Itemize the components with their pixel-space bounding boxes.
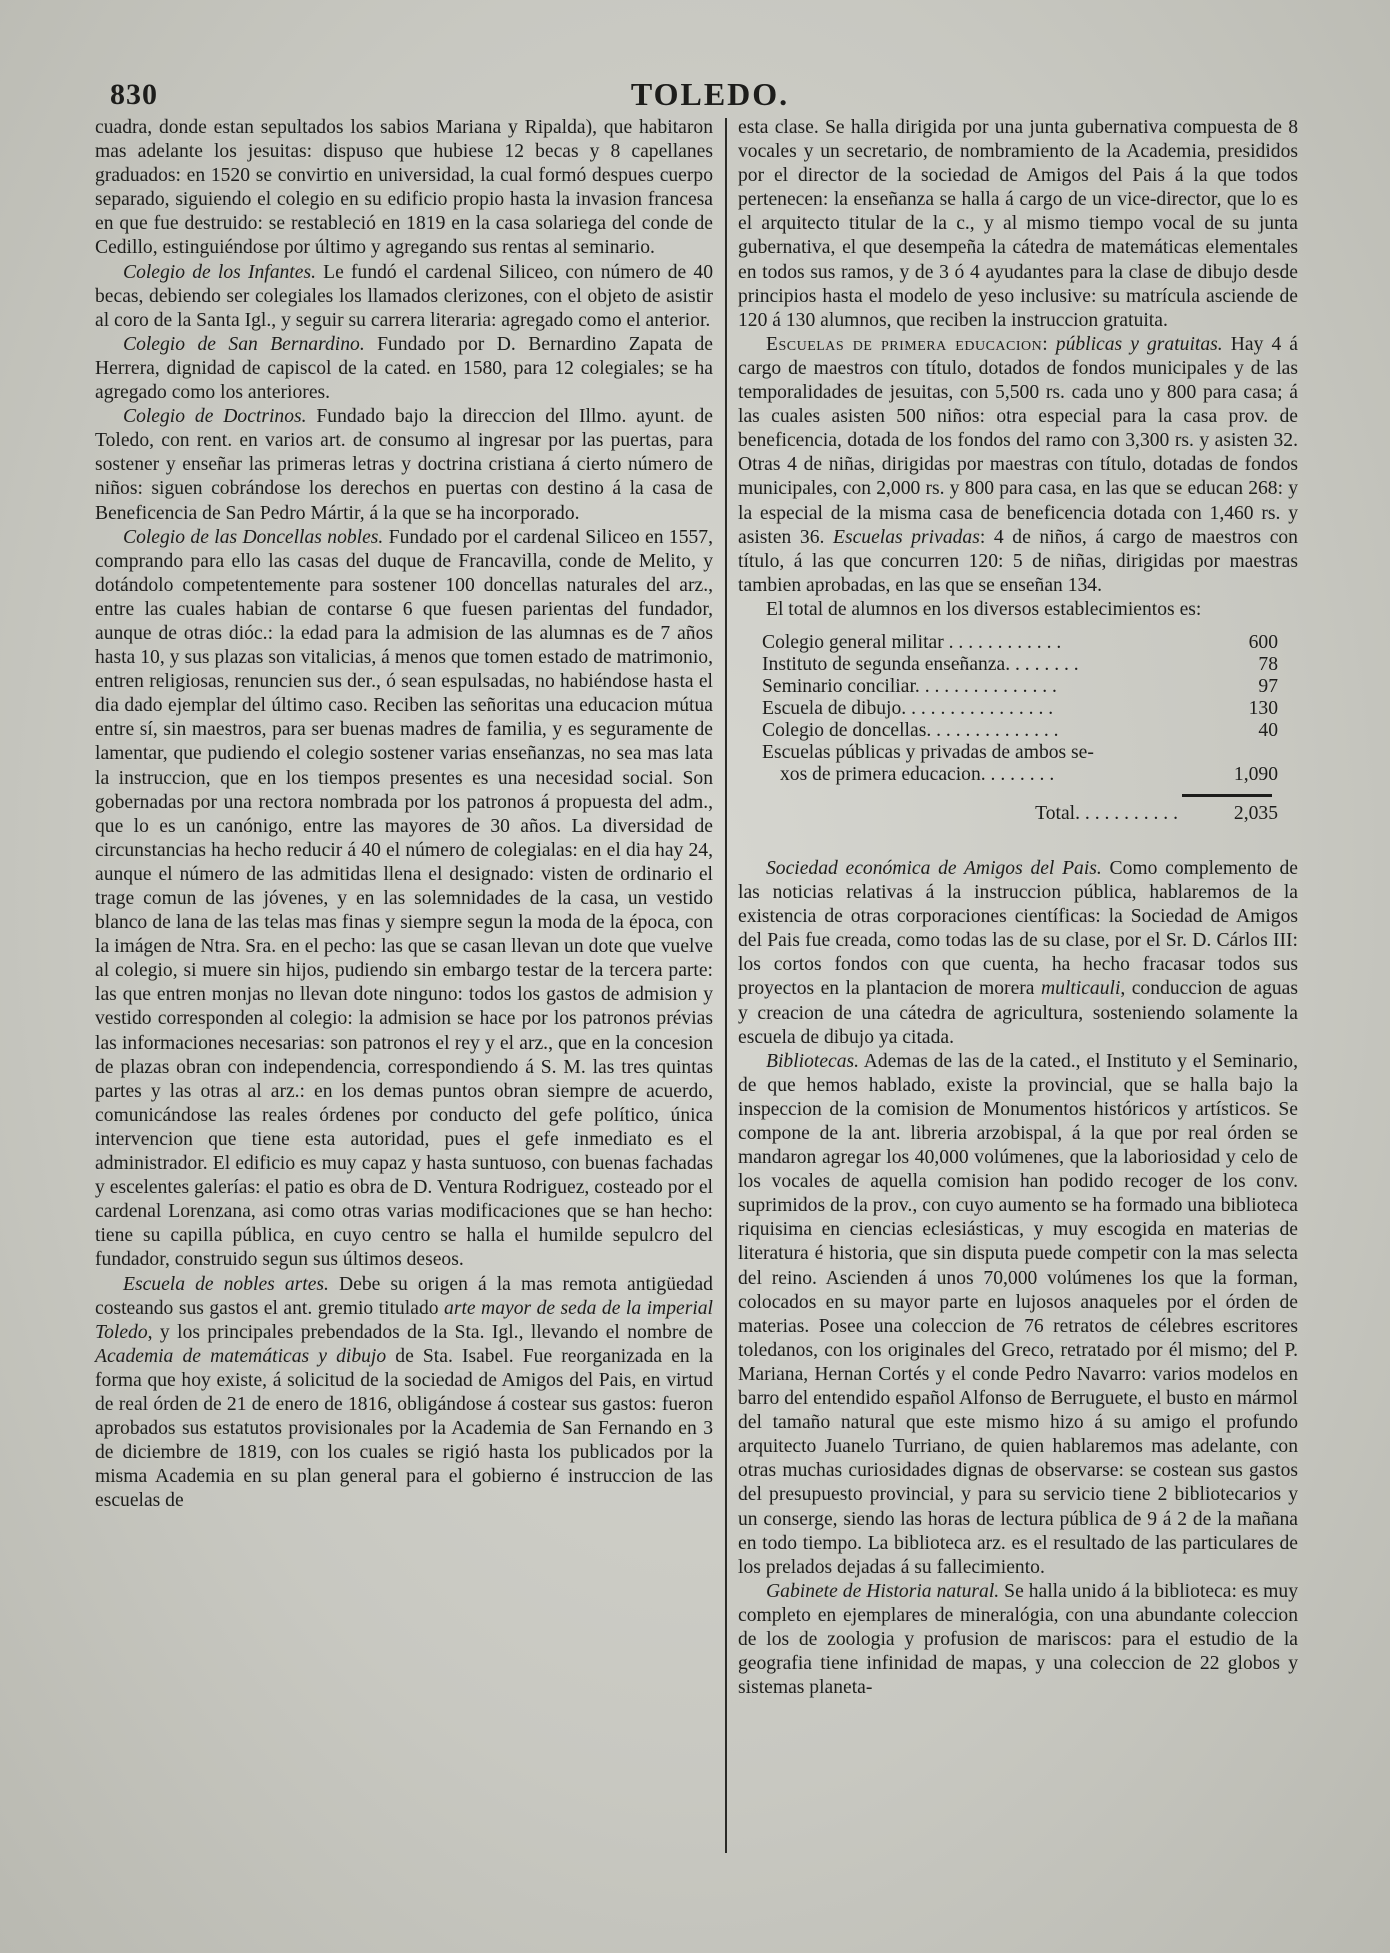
table-row <box>762 654 1282 676</box>
italic-heading: públicas y gratuitas. <box>1055 333 1223 355</box>
table-row <box>762 632 1282 654</box>
italic-heading: arte mayor de seda de la imperial Toledo <box>95 1297 713 1343</box>
row-value: 40 <box>1258 719 1278 741</box>
table-row <box>762 676 1282 698</box>
paragraph <box>738 1580 1298 1700</box>
row-label: Colegio general militar . . . . . . . . . . . . <box>762 631 1062 653</box>
row-label: Seminario conciliar. . . . . . . . . . . . . . . <box>762 675 1057 697</box>
italic-heading: multicauli <box>1040 978 1121 1000</box>
row-value: 78 <box>1258 653 1278 675</box>
paragraph-text: Se halla unido á la biblioteca: es muy completo en ejemplares de mineralógia, con una abundante coleccion de los de zoologia y profusion de mariscos: para el estudio de la geografia tiene infinidad de mapas, y una coleccion de 22 globos y sistemas planeta- <box>738 1580 1299 1699</box>
enrollment-table <box>762 632 1282 825</box>
row-value: 97 <box>1258 675 1278 697</box>
right-column-top <box>738 116 1298 622</box>
right-column <box>738 116 1298 1700</box>
paragraph-text: : <box>1042 333 1056 355</box>
paragraph-text: Le fundó el cardenal Siliceo, con número de 40 becas, debiendo ser colegiales los llamados clerizones, con el objeto de asistir al coro de la Santa Igl., y seguir su carrera literaria: agregado como el anterior. <box>95 261 713 331</box>
column-divider <box>725 118 727 1853</box>
paragraph-text: Fundado por el cardenal Siliceo en 1557, comprando para ello las casas del duque de Francavilla, conde de Melito, y dotándolo competentemente para sostener 100 doncellas naturales del arz., entre las cuales habian de contarse 6 que fuesen parientas del fundador, aunque de otras dióc.: la edad para la admision de las alumnas es de 7 años hasta 10, y sus plazas son vitalicias, á menos que tomen estado de matrimonio, entren religiosas, renuncien sus der., ó sean espulsadas, no habiéndose hasta el dia dado ejemplar del último caso. Reciben las señoritas una educacion mútua entre sí, sin maestros, para ser buenas madres de familia, y es seguramente de lamentar, que pudiendo el colegio sostener varias enseñanzas, no sea mas lata la instruccion, que en los tiempos presentes es una necesidad social. Son gobernadas por una rectora nombrada por los patronos á propuesta del adm., que lo es un canónigo, entre las mayores de 30 años. La diversidad de circunstancias ha hecho reducir á 40 el número de colegialas: en el dia hay 24, aunque el número de las admitidas llena el designado: visten de ordinario el trage comun de las jóvenes, y en las solemnidades de la casa, un vestido blanco de lana de las telas mas finas y siempre segun la moda de la época, con la imágen de Ntra. Sra. en el pecho: las que se casan llevan un dote que vuelve al colegio, si muere sin hijos, pudiendo sin embargo testar de la tercera parte: las que entren monjas no llevan dote ninguno: todos los gastos de admision y vestido corresponden al colegio: la admision se hace por los patronos prévias las informaciones necesarias: son patronos el rey y el arz., que en la concesion de plazas obran con independencia, correspondiendo á S. M. las tres quintas partes y las otras al arz.: en los demas puntos obran siempre de acuerdo, comunicándose las reales órdenes por conducto del gefe político, única intervencion que tiene esta autoridad, pues el gefe inmediato es el administrador. El edificio es muy capaz y hasta suntuoso, con buenas fachadas y escelentes galerías: el patio es obra de D. Ventura Rodriguez, costeado por el cardenal Lorenzana, asi como otras varias modificaciones que se han hecho: tiene su capilla pública, en cuyo centro se halla el humilde sepulcro del fundador, construido segun sus últimos deseos. <box>95 526 713 1271</box>
row-value: 600 <box>1248 631 1278 653</box>
italic-heading: Colegio de Doctrinos. <box>123 406 307 428</box>
paragraph-text: : 4 de niños, á cargo de maestros con título, á las que concurren 120: 5 de niñas, dirigidas por maestras tambien aprobadas, en las que se enseñan 134. <box>738 526 1298 596</box>
paragraph-text: Debe su origen á la mas remota antigüedad costeando sus gastos el ant. gremio titulado <box>95 1273 713 1319</box>
paragraph <box>95 261 713 333</box>
running-head-title: TOLEDO. <box>630 76 790 112</box>
total-label: Total. . . . . . . . . . . <box>1035 802 1178 824</box>
paragraph-text: El total de alumnos en los diversos establecimientos es: <box>766 598 1202 620</box>
paragraph <box>738 333 1298 598</box>
paragraph-text: Como complemento de las noticias relativas á la instruccion pública, hablaremos de la existencia de otras corporaciones científicas: la Sociedad de Amigos del Pais fue creada, como todas las de su clase, por el Sr. D. Cárlos III: los cortos fondos con que cuenta, ha hecho fracasar todos sus proyectos en la plantacion de morera <box>738 857 1298 1000</box>
italic-heading: Bibliotecas. <box>766 1050 860 1072</box>
row-label: Escuela de dibujo. . . . . . . . . . . . . . . . <box>762 697 1054 719</box>
table-row <box>762 720 1282 742</box>
paragraph <box>738 1050 1298 1580</box>
paragraph <box>95 405 713 525</box>
paragraph-text: esta clase. Se halla dirigida por una junta gubernativa compuesta de 8 vocales y un secretario, de nombramiento de la Academia, presididos por el director de la sociedad de Amigos del Pais á la que todos pertenecen: la enseñanza se halla á cargo de un vice-director, que lo es el arquitecto titular de la c., y al mismo tiempo vocal de su junta gubernativa, el que desempeña la cátedra de matemáticas elementales en todos sus ramos, y de 3 ó 4 ayudantes para la clase de dibujo desde principios hasta el modelo de yeso inclusive: su matrícula asciende de 120 á 130 alumnos, que reciben la instruccion gratuita. <box>738 117 1298 331</box>
table-row <box>762 698 1282 720</box>
paragraph-text: Hay 4 á cargo de maestros con título, dotados de fondos municipales y de las temporalidades de jesuitas, con 5,500 rs. cada uno y 800 para casa; á las cuales asisten 500 niños: otra especial para la casa prov. de beneficencia, dotada de los fondos del ramo con 3,300 rs. y asisten 32. Otras 4 de niñas, dirigidas por maestras con título, dotadas de fondos municipales, con 2,000 rs. y 800 para casa, en las que se educan 268: y la especial de la misma casa de beneficencia dotada con 1,460 rs. y asisten 36. <box>738 333 1299 548</box>
page-number: 830 <box>110 78 158 111</box>
paragraph-text: Ademas de las de la cated., el Instituto y el Seminario, de que hemos hablado, existe la provincial, que se halla bajo la inspeccion de la comision de Monumentos históricos y artísticos. Se compone de la ant. libreria arzobispal, á la que por real órden se mandaron agregar los 40,000 volúmenes, que la laboriosidad y celo de los vocales de aquella comision han podido recoger de los conv. suprimidos de la prov., con cuyo aumento se ha formado una biblioteca riquisima en ciencias eclesiásticas, y muy escogida en materias de literatura é historia, que sin disputa puede competir con la mas selecta del reino. Ascienden á unos 70,000 volúmenes los que la forman, colocados en su mayor parte en lujosos anaqueles por el órden de materias. Posee una coleccion de 76 retratos de célebres escritores toledanos, con los originales del Greco, retratado por él mismo; del P. Mariana, Hernan Cortés y el conde Pedro Navarro: varios modelos en barro del entendido español Alfonso de Berruguete, el busto en mármol del tamaño natural que este mismo hizo á su amigo el profundo arquitecto Juanelo Turriano, de quien hablaremos mas adelante, con otras muchas curiosidades dignas de observarse: se costean sus gastos del presupuesto provincial, y para su servicio tiene 2 bibliotecarios y un conserge, siendo las horas de lectura pública de 9 á 2 de la mañana en todo tiempo. La biblioteca arz. es el resultado de las particulares de los prelados dejadas á su fallecimiento. <box>738 1050 1298 1578</box>
italic-heading: Colegio de las Doncellas nobles. <box>123 526 384 548</box>
paragraph <box>738 598 1298 622</box>
right-column-bottom <box>738 857 1298 1700</box>
paragraph-text: Fundado bajo la direccion del Illmo. ayunt. de Toledo, con rent. en varios art. de consumo al ingresar por las puertas, para sostener y enseñar las primeras letras y doctrina cristiana á cierto número de niños: siguen cobrándose los derechos en puertas con destino á la casa de Beneficencia de San Pedro Mártir, á la que se ha incorporado. <box>95 406 714 524</box>
paragraph-text: de Sta. Isabel. Fue reorganizada en la forma que hoy existe, á solicitud de la sociedad de Amigos del Pais, en virtud de real órden de 21 de enero de 1816, obligándose á costear sus gastos: fueron aprobados sus estatutos provisionales por la Academia de San Fernando en 3 de diciembre de 1819, con los cuales se rigió hasta los publicados por la misma Academia en su plan general para el gobierno é instruccion de las escuelas de <box>95 1345 713 1512</box>
italic-heading: Sociedad económica de Amigos del Pais. <box>766 857 1102 879</box>
row-label: xos de primera educacion. . . . . . . . <box>780 763 1055 785</box>
italic-heading: Colegio de San Bernardino. <box>123 333 365 355</box>
total-row <box>762 803 1282 825</box>
total-rule <box>1182 794 1272 797</box>
paragraph <box>95 116 713 261</box>
row-label: Instituto de segunda enseñanza. . . . . . . . <box>762 653 1079 675</box>
left-column <box>95 116 713 1513</box>
italic-heading: Gabinete de Historia natural. <box>766 1580 1000 1602</box>
italic-heading: Escuelas privadas <box>833 526 980 548</box>
paragraph-text: , conduccion de aguas y creacion de una cátedra de agricultura, sosteniendo solamente la escuela de dibujo ya citada. <box>738 978 1298 1048</box>
paragraph-text: Fundado por D. Bernardino Zapata de Herrera, dignidad de capiscol de la cated. en 1580, para 12 colegiales; se ha agregado como los anteriores. <box>95 333 713 404</box>
row-label: Escuelas públicas y privadas de ambos se- <box>762 741 1094 763</box>
section-gap <box>738 825 1298 857</box>
italic-heading: Escuela de nobles artes. <box>123 1273 329 1295</box>
smallcaps-heading: Escuelas de primera educacion <box>766 333 1043 355</box>
paragraph <box>95 526 713 1273</box>
paragraph-text: cuadra, donde estan sepultados los sabios Mariana y Ripalda), que habitaron mas adelante los jesuitas: dispuso que hubiese 12 becas y 8 capellanes graduados: en 1520 se convirtio en universidad, la cual formó despues cuerpo separado, siguiendo el colegio en su edificio propio hasta la invasion francesa en que fue destruido: se restableció en 1819 en la casa solariega del conde de Cedillo, estinguiéndose por último y agregando sus rentas al seminario. <box>95 117 713 259</box>
paragraph <box>95 333 713 405</box>
paragraph <box>95 1273 713 1514</box>
paragraph <box>738 116 1298 333</box>
row-label: Colegio de doncellas. . . . . . . . . . . . . . <box>762 719 1059 741</box>
row-value: 130 <box>1248 697 1278 719</box>
italic-heading: Academia de matemáticas y dibujo <box>95 1345 387 1367</box>
page-header <box>110 70 1310 114</box>
table-row <box>762 764 1282 786</box>
table-row <box>762 742 1282 764</box>
row-value: 1,090 <box>1233 763 1278 785</box>
total-value: 2,035 <box>1233 802 1278 824</box>
paragraph-text: , y los principales prebendados de la Sta. Igl., llevando el nombre de <box>147 1321 713 1343</box>
italic-heading: Colegio de los Infantes. <box>123 261 316 283</box>
paragraph <box>738 857 1298 1050</box>
